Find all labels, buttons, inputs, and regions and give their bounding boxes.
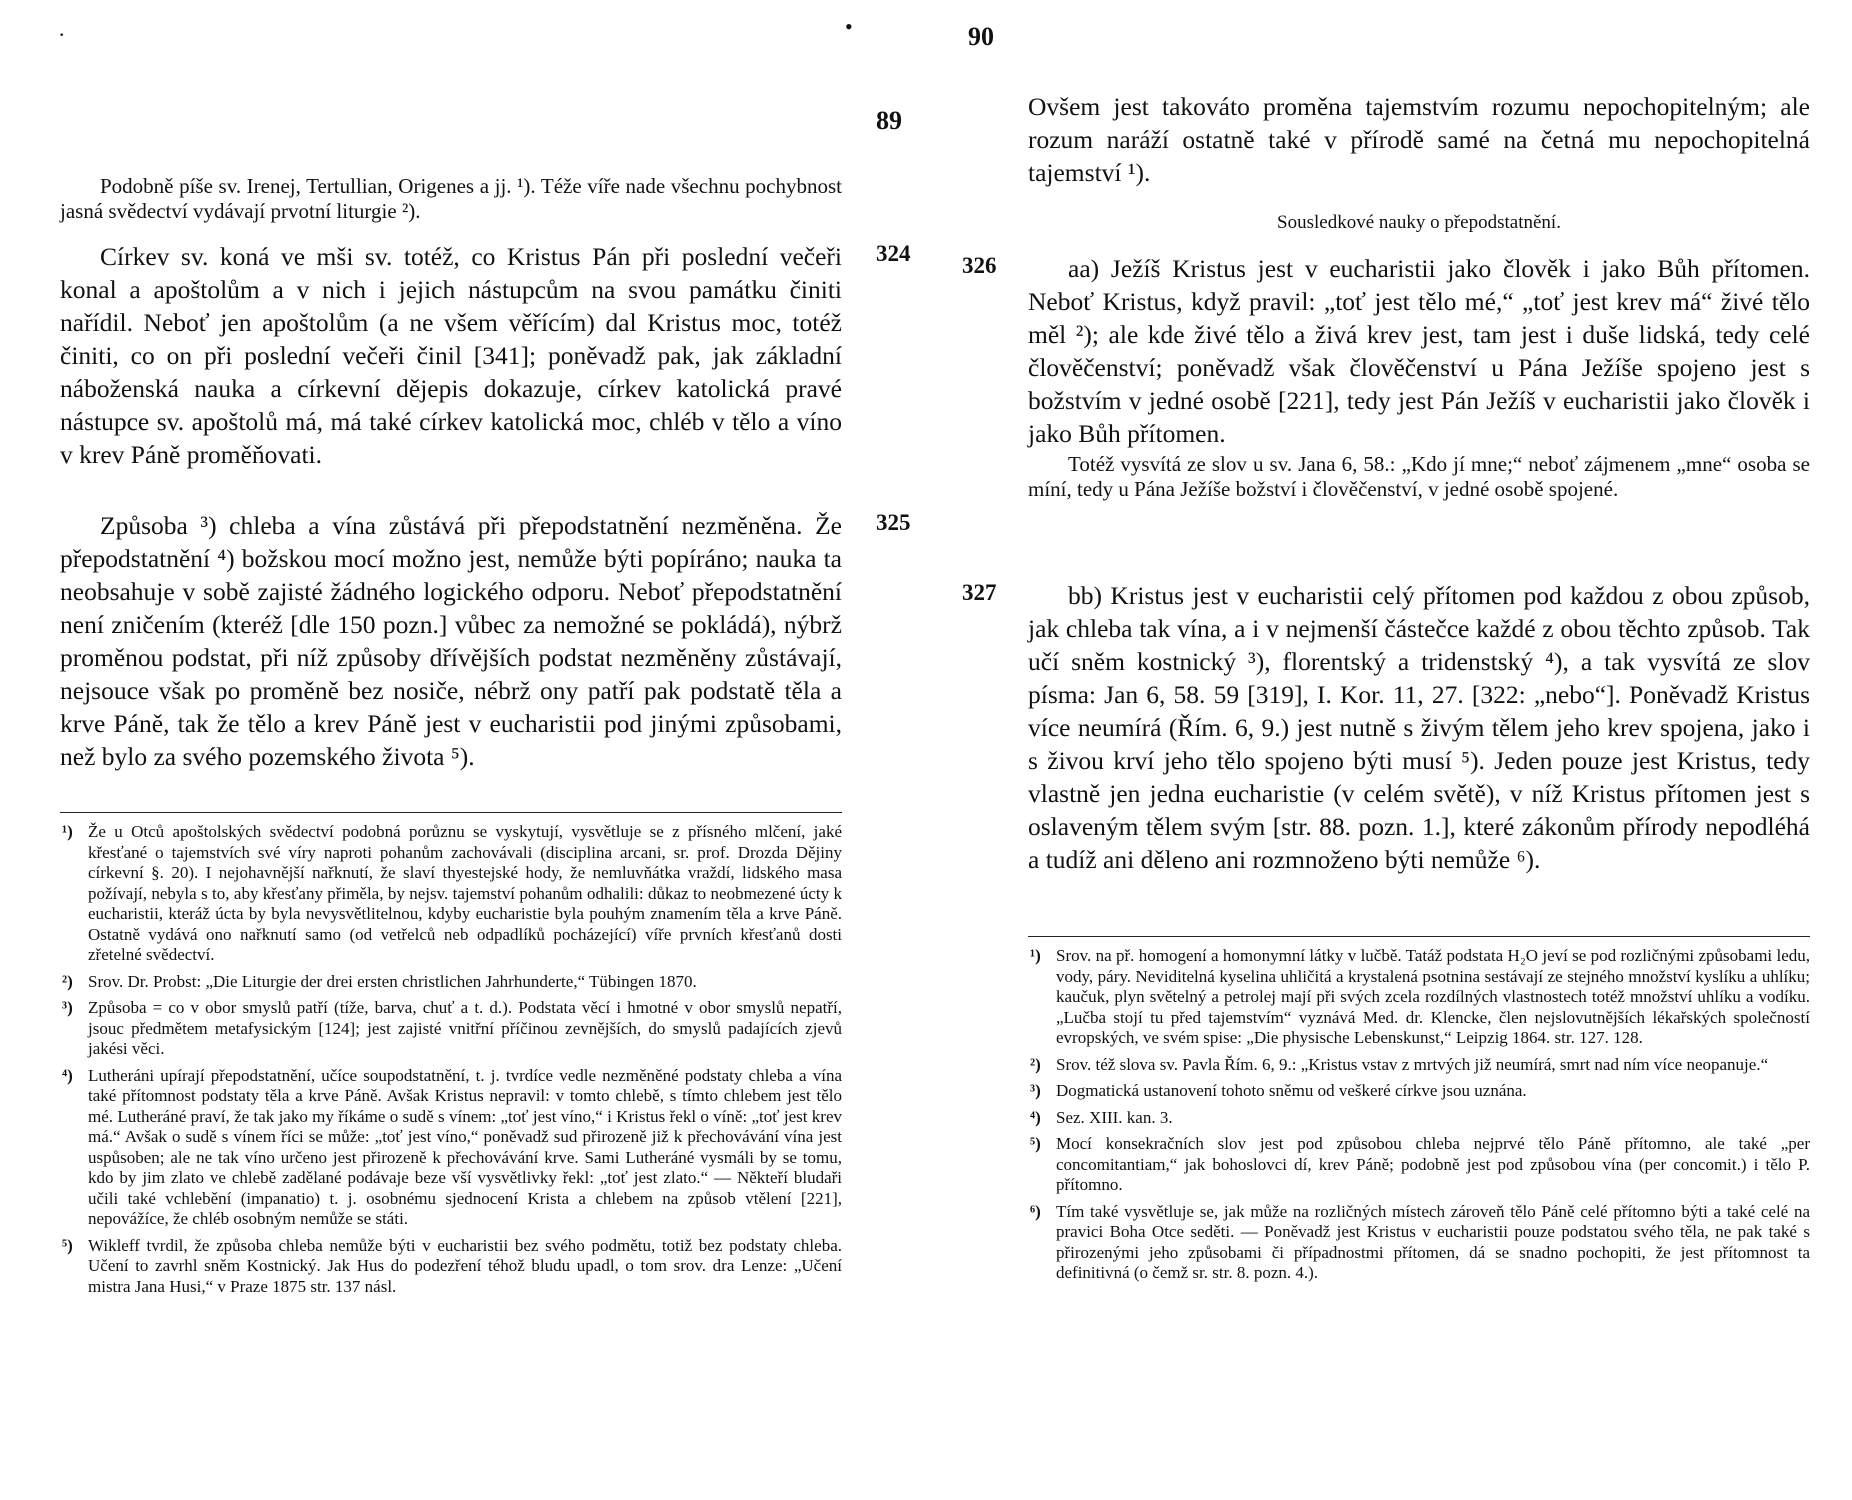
footnote-divider (60, 812, 842, 813)
paragraph-326 (1028, 252, 1810, 502)
section-heading: Sousledkové nauky o přepodstatnění. (1277, 212, 1561, 233)
footnote-mark: ²) (1030, 1054, 1041, 1074)
paragraph-text: Způsoba ³) chleba a vína zůstává při přepodstatnění nezměněna. Že přepodstatnění ⁴) božskou mocí možno jest, nemůže býti popíráno; nauka ta neobsahuje v sobě zajisté žádného logického odporu. Neboť přepodstatnění není zničením (kteréž [dle 150 pozn.] vůbec za nemožné se pokládá), nýbrž proměnou podstat, při níž způsoby dřívějších podstat nezměněny zůstávají, nejsouce však po proměně bez nosiče, nébrž ony patří pak podstatě těla a krve Páně, tak že tělo a krev Páně jest v eucharistii pod jinými způsobami, než bylo za svého pozemského života ⁵). (60, 511, 842, 771)
right-footnotes (1030, 946, 1810, 1290)
paragraph-number: 326 (962, 253, 997, 278)
paragraph-text: Církev sv. koná ve mši sv. totéž, co Kristus Pán při poslední večeři konal a apoštolům a v nich i jejich nástupcům na svou památku činiti nařídil. Neboť jen apoštolům (a ne všem věřícím) dal Kristus moc, totéž činiti, co on při poslední večeři činil [341]; poněvadž pak, jak základní náboženská nauka a církevní dějepis dokazuje, církev katolická pravé nástupce sv. apoštolů má, má také církev katolická moc, chléb v tělo a víno v krev Páně proměňovati. (60, 242, 842, 469)
corner-bullet: • (845, 14, 853, 39)
footnote-mark: ⁴) (62, 1065, 73, 1085)
footnote-mark: ⁵) (1030, 1134, 1041, 1153)
footnote (1030, 946, 1810, 1049)
paragraph-324 (60, 240, 842, 471)
footnote (62, 822, 842, 966)
intro-paragraph: Ovšem jest takováto proměna tajemstvím rozumu nepochopitelným; ale rozum naráží ostatně také v přírodě samé na četná mu nepochopitelná tajemství ¹). (1028, 92, 1810, 187)
footnote-text: Způsoba = co v obor smyslů patří (tíže, barva, chuť a t. d.). Podstata věcí i hmotné v obor smyslů nepatří, jsouc předmětem metafysickým [124]; jest zajisté vnitřní příčinou zevnějších, do smyslů padajících zjevů jakési věci. (88, 998, 842, 1058)
footnote (62, 1236, 842, 1298)
paragraph-text: aa) Ježíš Kristus jest v eucharistii jako člověk i jako Bůh přítomen. Neboť Kristus, když pravil: „toť jest tělo mé,“ „toť jest krev má“ živé tělo měl ²); ale kde živé tělo a živá krev jest, tam jest i duše lidská, tedy celé člověčenství; poněvadž však člověčenství u Pána Ježíše spojeno jest s božstvím v jedné osobě [221], tedy jest Pán Ježíš v eucharistii jako člověk i jako Bůh přítomen. (1028, 254, 1810, 448)
paragraph-text: bb) Kristus jest v eucharistii celý přítomen pod každou z obou způsob, jak chleba tak vína, a i v nejmenší částečce každé z obou těchto způsob. Tak učí sněm kostnický ³), florentský a tridenstský ⁴), a tak vysvítá ze slov písma: Jan 6, 58. 59 [319], I. Kor. 11, 27. [322: „nebo“]. Poněvadž Kristus více neumírá (Řím. 6, 9.) jest nutně s živým tělem jeho krev spojena, jako i s živou krví jeho tělo spojeno býti musí ⁵). Jeden pouze jest Kristus, tedy vlastně jen jedna eucharistie (v celém světě), v níž Kristus přítomen jest s oslaveným tělem svým [str. 88. pozn. 1.], které zákonům přírody nepodléhá a tudíž ani děleno ani rozmnoženo býti nemůže ⁶). (1028, 581, 1810, 874)
footnote-divider (1028, 936, 1810, 937)
footnote (62, 1066, 842, 1230)
footnote-mark: ²) (62, 971, 73, 991)
footnote-text: Lutheráni upírají přepodstatnění, učíce soupodstatnění, t. j. tvrdíce vedle nezměněné podstaty chleba a vína také přítomnost podstaty těla a krve Páně. Avšak Kristus nepravil: v tomto chlebě, s tímto chlebem jest tělo mé. Lutheráné praví, že tak jako my říkáme o sudě s vínem: „toť jest víno,“ i Kristus řekl o víně: „toť jest krev má.“ Avšak o sudě s vínem říci se může: „toť jest víno,“ poněvadž sud přirozeně již k přechovávání vína jest uspůsoben; ale ne tak víno určeno jest přirozeně k přechovávání krve. Sami Lutheráné vysmáli by se tomu, kdo by jim zlato ve chlebě zadělané podávaje beze vší vysvětlivky řekl: „toť jest zlato.“ — Někteří bludaři učili také vchlebění (impanatio) t. j. osobnému sjednocení Krista a chlebem na způsob vtělení [221], nepovážíce, že chléb osobným nemůže se státi. (88, 1065, 842, 1228)
footnote-mark: ¹) (1030, 946, 1041, 965)
footnote-text: Srov. Dr. Probst: „Die Liturgie der drei ersten christlichen Jahrhunderte,“ Tübingen 1870. (88, 971, 697, 991)
left-intro (60, 174, 842, 224)
footnote-text: Dogmatická ustanovení tohoto sněmu od veškeré církve jsou uznána. (1056, 1081, 1527, 1100)
footnote (1030, 1134, 1810, 1196)
footnote-text: Tím také vysvětluje se, jak může na rozličných místech zároveň tělo Páně celé přítomno býti a také celé na pravici Boha Otce seděti. — Poněvadž jest Kristus v eucharistii pouze podstatou svého těla, ne pak také s přirozenými jeho způsobami či případnostmi přítomen, dá se snadno pochopiti, že jest přítomnost ta definitivná (o čemž sr. str. 8. pozn. 4.). (1056, 1201, 1810, 1282)
footnote-mark: ⁵) (62, 1235, 73, 1255)
paragraph-number: 324 (876, 241, 911, 266)
footnote-text: Že u Otců apoštolských svědectví podobná porůznu se vyskytují, vysvětluje se z přísného mlčení, jaké křesťané o tajemstvích své víry naproti pohanům zachovávali (disciplina arcani, sr. prof. Drozda Dějiny církevní §. 20). I nejohavnější nařknutí, že slaví thyestejské hody, že nemluvňátka vraždí, lidského masa požívají, nebyla s to, aby křesťany přiměla, by nejsv. tajemství pohanům odhalili: důkaz to neobmezené úcty k eucharistii, kteráž úcta by byla nevysvětlitelnou, kdyby eucharistie byla pouhým znamením těla a krve Páně. Ostatně vydává ono nařknutí samo (od vetřelců neb odpadlíků pocházející) víře prvních křesťanů dosti zřetelné svědectví. (88, 822, 842, 964)
footnote-mark: ⁴) (1030, 1107, 1041, 1127)
page-number-left: 89 (876, 106, 902, 135)
paragraph-number: 327 (962, 580, 997, 605)
right-page (926, 0, 1852, 1500)
footnote (1030, 1108, 1810, 1129)
page-number-right: 90 (968, 22, 994, 51)
footnote (62, 972, 842, 993)
paragraph-subtext: Totéž vysvítá ze slov u sv. Jana 6, 58.: „Kdo jí mne;“ neboť zájmenem „mne“ osoba se míní, tedy u Pána Ježíše božství i člověčenství, v jedné osobě spojené. (1028, 452, 1810, 501)
footnote-text: Mocí konsekračních slov jest pod způsobou chleba nejprvé tělo Páně přítomno, ale také „per concomitantiam,“ jak bohoslovci dí, krev Páně; podobně jest pod způsobou vína (per concomit.) i tělo P. přítomno. (1056, 1134, 1810, 1194)
paragraph-327 (1028, 579, 1810, 876)
footnote-text: Wikleff tvrdil, že způsoba chleba nemůže býti v eucharistii bez svého podmětu, totiž bez podstaty chleba. Učení to zavrhl sněm Kostnický. Jak Hus do podezření téhož bludu upadl, o tom srov. dra Lenze: „Učení mistra Jana Husi,“ v Praze 1875 str. 137 násl. (88, 1235, 842, 1296)
footnote (1030, 1055, 1810, 1076)
paragraph-325 (60, 509, 842, 773)
footnote-text: Srov. též slova sv. Pavla Řím. 6, 9.: „Kristus vstav z mrtvých již neumírá, smrt nad ním více neopanuje.“ (1056, 1054, 1769, 1074)
intro-paragraph: Podobně píše sv. Irenej, Tertullian, Origenes a jj. ¹). Téže víře nade všechnu pochybnost jasná svědectví vydávají prvotní liturgie ²). (60, 174, 842, 223)
right-intro (1028, 90, 1810, 189)
footnote (1030, 1202, 1810, 1284)
footnote-mark: ³) (1030, 1081, 1041, 1100)
footnote (62, 998, 842, 1060)
footnote-mark: ³) (62, 998, 73, 1017)
paragraph-number: 325 (876, 510, 911, 535)
left-footnotes (62, 822, 842, 1303)
footnote-text: Srov. na př. homogení a homonymní látky v lučbě. Tatáž podstata H₂O jeví se pod rozličnými způsobami ledu, vody, páry. Neviditelná kyselina uhličitá a krystalená psotnina sestávají ze stejného množství kyslíku a uhlíku; kaučuk, plyn světelný a petrolej mají při svých zcela rozdílných vlastnostech totéž množství uhlíku a vodíku. „Lučba stojí tu před tajemstvím“ vyznává Med. dr. Klencke, člen nejslovutnějších lékařských společností evropských, ve svém spise: „Die physische Lebenskunst,“ Leipzig 1864. str. 127. 128. (1056, 946, 1810, 1047)
footnote-mark: ⁶) (1030, 1201, 1041, 1221)
footnote-text: Sez. XIII. kan. 3. (1056, 1107, 1173, 1127)
corner-mark: · (58, 22, 66, 47)
footnote-mark: ¹) (62, 822, 73, 841)
footnote (1030, 1081, 1810, 1102)
